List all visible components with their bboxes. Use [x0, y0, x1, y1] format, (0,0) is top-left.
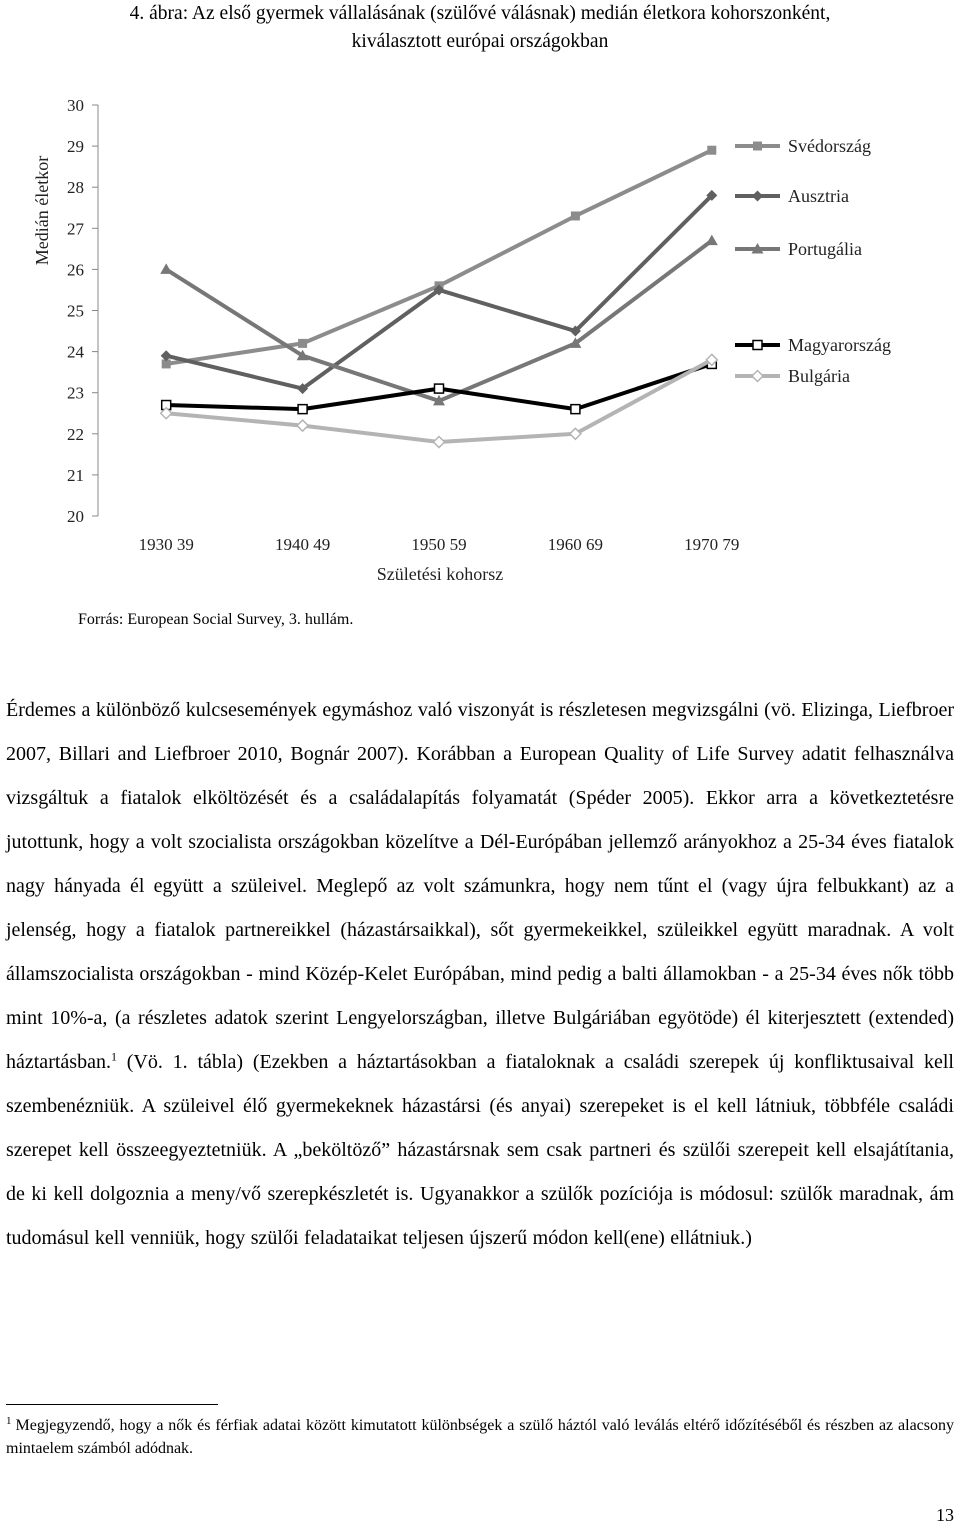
legend-label: Ausztria: [788, 186, 849, 206]
footnote-reference: 1: [110, 1049, 117, 1064]
footnote-text: Megjegyzendő, hogy a nők és férfiak adatai között kimutatott különbségek a szülő háztól való leválás eltérő időzítéséből és részben az alacsony mintaelem számból adódnak.: [6, 1417, 954, 1457]
legend-item-4: [735, 366, 850, 386]
x-axis-label: Születési kohorsz: [376, 564, 504, 584]
footnote-mark: 1: [6, 1414, 12, 1427]
legend-swatch-marker: [752, 371, 763, 382]
series-line: [166, 150, 712, 364]
y-tick-label: 22: [67, 424, 84, 444]
series-2: [160, 235, 718, 406]
series-0: [162, 146, 717, 369]
caption-line-1: 4. ábra: Az első gyermek vállalásának (szülővé válásnak) medián életkora kohorszonként,: [129, 3, 831, 24]
y-tick-label: 29: [67, 137, 84, 157]
page-number: 13: [936, 1505, 954, 1525]
series-1: [161, 190, 718, 394]
caption-line-2: kiválasztott európai országokban: [351, 31, 609, 52]
y-tick-label: 23: [67, 383, 84, 403]
legend-swatch-marker: [753, 142, 762, 151]
data-point: [707, 146, 716, 155]
data-point: [297, 420, 308, 431]
y-tick-label: 25: [67, 301, 84, 321]
y-tick-label: 27: [67, 219, 84, 239]
legend-label: Magyarország: [788, 335, 891, 355]
figure-caption: [0, 0, 960, 56]
legend-label: Portugália: [788, 239, 862, 259]
y-tick-label: 24: [67, 342, 84, 362]
legend-item-1: [735, 186, 849, 206]
footnote: [6, 1414, 954, 1460]
x-tick-label: 1970 79: [684, 535, 740, 554]
data-point: [706, 235, 718, 246]
series-3: [162, 359, 717, 413]
y-tick-label: 21: [67, 465, 84, 485]
source-note: Forrás: European Social Survey, 3. hullám.: [78, 611, 354, 628]
legend-label: Bulgária: [788, 366, 850, 386]
y-tick-label: 20: [67, 507, 84, 526]
legend-item-3: [735, 335, 891, 355]
x-tick-label: 1960 69: [547, 535, 604, 554]
x-tick-label: 1940 49: [274, 535, 331, 554]
legend-item-0: [735, 136, 871, 156]
x-tick-label: 1950 59: [411, 535, 467, 554]
body-text-part-2: (Vö. 1. tábla) (Ezekben a háztartásokban a fiataloknak a családi szerepek új konfliktusaival kell szembenézniük. A szüleivel élő gyermekeknek házastársi (és anyai) szerepeket is el kell látniuk, többféle családi szerepet kell összeegyeztetniük. A „beköltöző” házastársnak sem csak partneri és szülői szerepeit kell elsajátítania, de ki kell dolgoznia a meny/vő szerepkészletét is. Ugyanakkor a szülők pozíciója is módosul: szülők maradnak, ám tudomásul kell venniük, hogy szülői feladataikat teljesen újszerű módon kell(ene) ellátniuk.): [6, 1051, 954, 1249]
legend-swatch-marker: [752, 191, 763, 202]
line-chart: [0, 80, 960, 610]
body-paragraph: [6, 688, 954, 1260]
data-point: [298, 339, 307, 348]
data-point: [160, 263, 172, 274]
body-text-part-1: Érdemes a különböző kulcsesemények egymáshoz való viszonyát is részletesen megvizsgálni (vö. Elizinga, Liefbroer 2007, Billari and Liefbroer 2010, Bognár 2007). Korábban a European Quality of Life Survey adatit felhasználva vizsgáltuk a fiatalok elköltözését és a családalapítás folyamatát (Spéder 2005). Ekkor arra a következtetésre jutottunk, hogy a volt szocialista országokban közelítve a Dél-Európában jellemző arányokhoz a 25-34 éves fiatalok nagy hányada él együtt a szüleivel. Meglepő az volt számunkra, hogy nem tűnt el (vagy újra felbukkant) az a jelenség, hogy a fiatalok partnereikkel (házastársaikkal), sőt gyermekeikkel, szüleikkel együtt maradnak. A volt államszocialista országokban - mind Közép-Kelet Európában, mind pedig a balti államokban - a 25-34 éves nők több mint 10%-a, (a részletes adatok szerint Lengyelországban, illetve Bulgáriában egyötöde) él kiterjesztett (extended) háztartásban.: [6, 699, 954, 1073]
data-point: [434, 437, 445, 448]
data-point: [571, 211, 580, 220]
y-tick-label: 28: [67, 178, 84, 198]
data-point: [298, 405, 307, 414]
y-axis-label: Medián életkor: [32, 155, 52, 266]
y-tick-label: 26: [67, 260, 84, 280]
legend-swatch-marker: [753, 341, 762, 350]
y-tick-label: 30: [67, 96, 84, 115]
footnote-separator: [6, 1404, 218, 1405]
data-point: [435, 384, 444, 393]
x-tick-label: 1930 39: [138, 535, 194, 554]
legend-label: Svédország: [788, 136, 871, 156]
legend-item-2: [735, 239, 862, 259]
data-point: [571, 405, 580, 414]
